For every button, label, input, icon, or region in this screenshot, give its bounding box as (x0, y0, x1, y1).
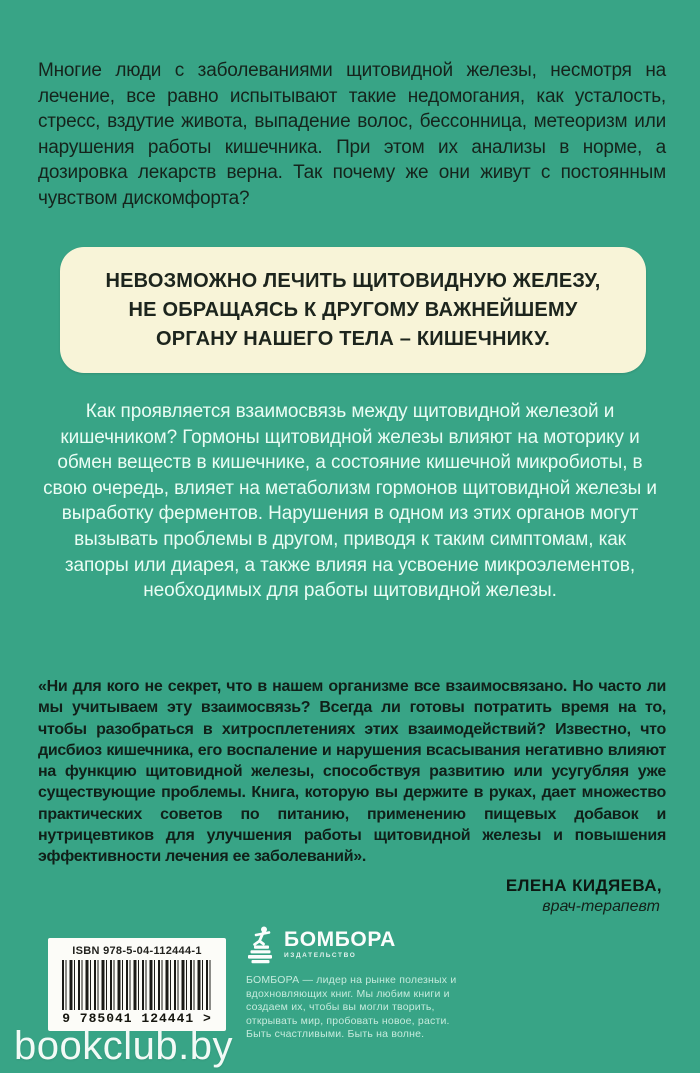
barcode-block (48, 938, 226, 1031)
intro-paragraph: Многие люди с заболеваниями щитовидной железы, несмотря на лечение, все равно испытывают такие недомогания, как усталость, стресс, вздутие живота, выпадение волос, бессонница, метеоризм или нарушения работы кишечника. При этом их анализы в норме, а дозировка лекарств верна. Так почему же они живут с постоянным чувством дискомфорта? (38, 60, 666, 209)
isbn-label: ISBN 978-5-04-112444-1 (72, 945, 202, 957)
publisher-description: БОМБОРА — лидер на рынке полезных и вдохновляющих книг. Мы любим книги и создаем их, чтобы вы могли творить, открывать мир, пробовать новое, расти. Быть счастливыми. Быть на волне. (246, 974, 457, 1041)
highlight-box (60, 247, 646, 373)
publisher-name: БОМБОРА (284, 928, 396, 951)
publisher-logo (245, 925, 396, 969)
publisher-tagline: ИЗДАТЕЛЬСТВО (284, 952, 357, 959)
bombora-diver-icon (245, 925, 277, 969)
quote-author-name: ЕЛЕНА КИДЯЕВА, (505, 876, 662, 895)
highlight-text: НЕВОЗМОЖНО ЛЕЧИТЬ ЩИТОВИДНУЮ ЖЕЛЕЗУ, НЕ ОБРАЩАЯСЬ К ДРУГОМУ ВАЖНЕЙШЕМУ ОРГАНУ НАШЕГО ТЕЛА – КИШЕЧНИКУ. (105, 269, 601, 350)
review-quote: «Ни для кого не секрет, что в нашем организме все взаимосвязано. Но часто ли мы учитываем эту взаимосвязь? Всегда ли готовы потратить время на то, чтобы разобраться в хитросплетениях этих взаимодействий? Известно, что дисбиоз кишечника, его воспаление и нарушения всасывания негативно влияют на функцию щитовидной железы, способствуя развитию или усугубляя уже существующие проблемы. Книга, которую вы держите в руках, дает множество практических советов по питанию, применению пищевых добавок и нутрицевтиков для улучшения работы щитовидной железы и повышения эффективности лечения ее заболеваний». (38, 678, 666, 866)
barcode-bars (62, 960, 212, 1010)
quote-author-title: врач-терапевт (542, 898, 660, 915)
barcode-digits: 9 785041 124441 > (62, 1011, 212, 1026)
body-paragraph: Как проявляется взаимосвязь между щитовидной железой и кишечником? Гормоны щитовидной железы влияют на моторику и обмен веществ в кишечнике, а состояние кишечной микробиоты, в свою очередь, влияет на метаболизм гормонов щитовидной железы и выработку ферментов. Нарушения в одном из этих органов могут вызывать проблемы в другом, приводя к таким симптомам, как запоры или диарея, а также влияя на усвоение микроэлементов, необходимых для работы щитовидной железы. (43, 401, 657, 602)
watermark: bookclub.by (14, 1024, 233, 1068)
